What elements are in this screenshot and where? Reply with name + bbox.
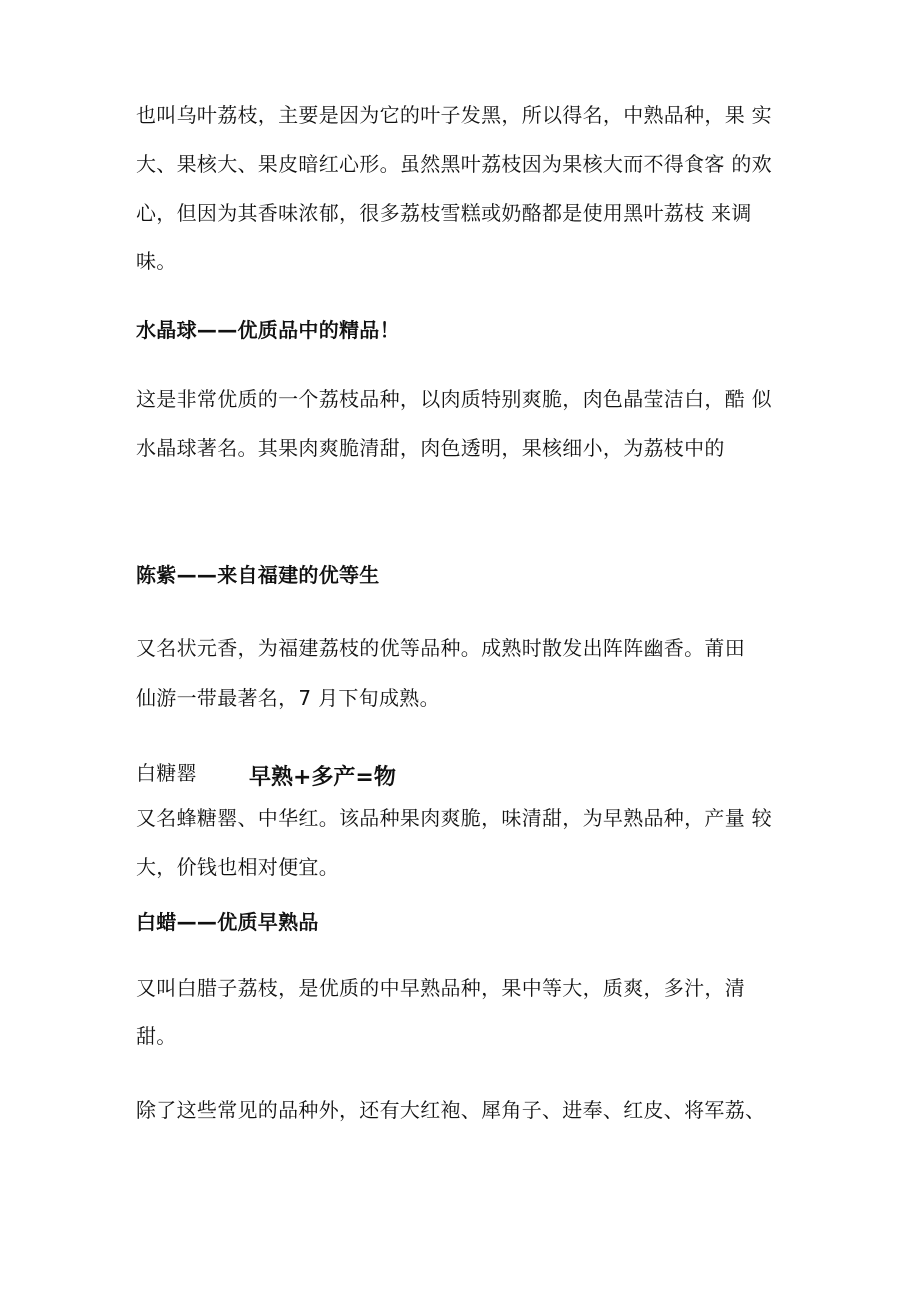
paragraph-line: 又名状元香，为福建荔枝的优等品种。成熟时散发出阵阵幽香。莆田 bbox=[136, 636, 745, 660]
paragraph-line: 也叫乌叶荔枝，主要是因为它的叶子发黑，所以得名，中熟品种，果 实 bbox=[136, 103, 772, 127]
section-heading: 陈紫——来自福建的优等生 bbox=[136, 563, 380, 587]
paragraph-line: 大，价钱也相对便宜。 bbox=[136, 855, 339, 879]
paragraph-line: 大、果核大、果皮暗红心形。虽然黑叶荔枝因为果核大而不得食客 的欢 bbox=[136, 152, 772, 176]
paragraph-line: 除了这些常见的品种外，还有大红袍、犀角子、进奉、红皮、将军荔、 bbox=[136, 1098, 766, 1122]
paragraph-line: 心，但因为其香味浓郁，很多荔枝雪糕或奶酪都是使用黑叶荔枝 来调 bbox=[136, 201, 752, 225]
section-heading: 白蜡——优质早熟品 bbox=[136, 910, 319, 934]
paragraph-line: 仙游一带最著名，7 月下旬成熟。 bbox=[136, 686, 440, 710]
paragraph-line: 甜。 bbox=[136, 1024, 177, 1048]
paragraph-line: 水晶球著名。其果肉爽脆清甜，肉色透明，果核细小，为荔枝中的 bbox=[136, 436, 725, 460]
paragraph-line: 味。 bbox=[136, 249, 177, 273]
section-heading: 水晶球——优质品中的精品！ bbox=[136, 318, 400, 342]
section-heading-extra: 早熟+多产=物 bbox=[249, 765, 396, 790]
paragraph-line: 这是非常优质的一个荔枝品种，以肉质特别爽脆，肉色晶莹洁白，酷 似 bbox=[136, 387, 772, 411]
paragraph-line: 又叫白腊子荔枝，是优质的中早熟品种，果中等大，质爽，多汁，清 bbox=[136, 976, 745, 1000]
section-heading: 白糖罂 bbox=[136, 761, 197, 785]
paragraph-line: 又名蜂糖罂、中华红。该品种果肉爽脆，味清甜，为早熟品种，产量 较 bbox=[136, 806, 772, 830]
